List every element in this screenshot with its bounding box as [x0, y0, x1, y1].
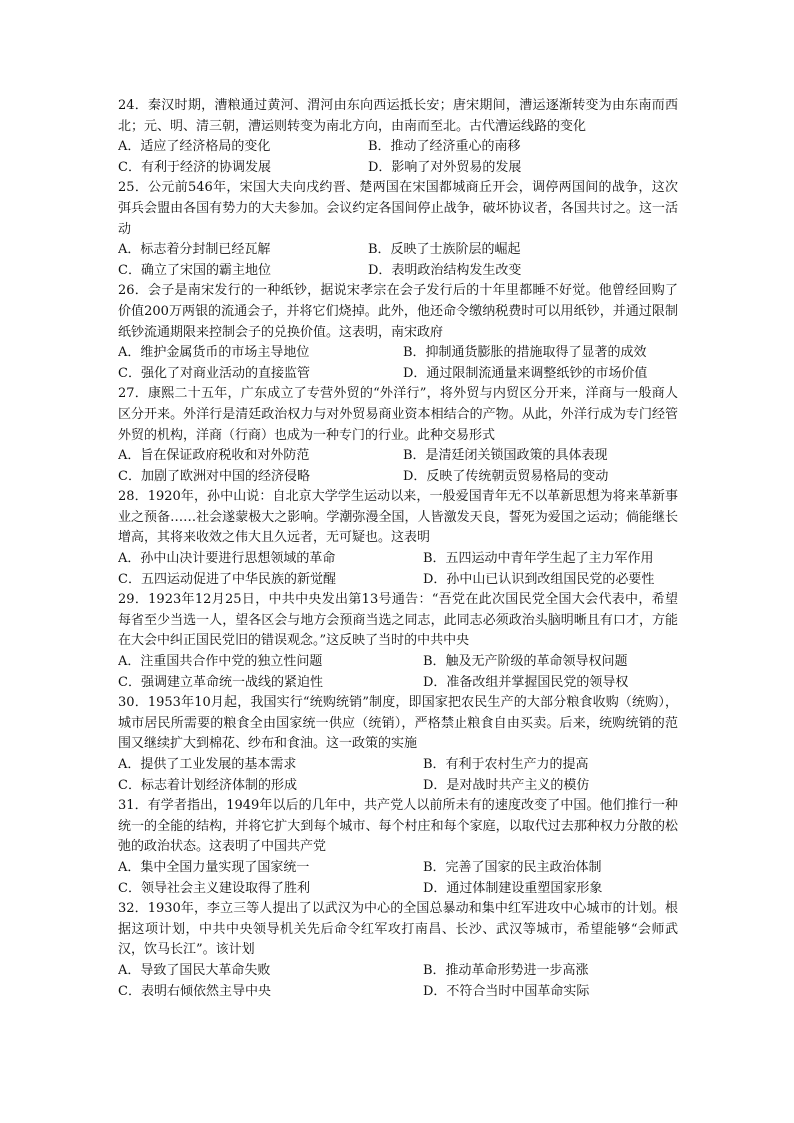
- option-c: C．强调建立革命统一战线的紧迫性: [118, 674, 323, 690]
- question-stem: 31．有学者指出，1949年以后的几年中，共产党人以前所未有的速度改变了中国。他们推行一种统一的全能的结构，并将它扩大到每个城市、每个村庄和每个家庭，以取代过去那种权力分散的松弛的政治状态。这表明了中国共产党: [118, 798, 678, 855]
- options-row: [118, 158, 678, 179]
- option-a: A．适应了经济格局的变化: [118, 139, 271, 155]
- question-stem: 25．公元前546年，宋国大夫向戌约晋、楚两国在宋国都城商丘开会，调停两国间的战争，这次弭兵会盟由各国有势力的大夫参加。会议约定各国间停止战争，破坏协议者，各国共讨之。这一活动: [118, 180, 678, 237]
- option-c: C．领导社会主义建设取得了胜利: [118, 880, 310, 896]
- option-c: C．标志着计划经济体制的形成: [118, 777, 297, 793]
- option-d: D．表明政治结构发生改变: [368, 262, 522, 278]
- option-b: B．触及无产阶级的革命领导权问题: [423, 654, 628, 670]
- options-row: [118, 879, 678, 900]
- option-d: D．反映了传统朝贡贸易格局的变动: [403, 468, 609, 484]
- question-29: [118, 590, 678, 693]
- option-a: A．提供了工业发展的基本需求: [118, 757, 297, 772]
- options-row: [118, 343, 678, 364]
- option-a: A．集中全国力量实现了国家统一: [118, 859, 310, 875]
- options-row: [118, 467, 678, 488]
- question-stem: 28．1920年，孙中山说：自北京大学学生运动以来，一般爱国青年无不以革新思想为将来革新事业之预备……社会遂蒙极大之影响。学潮弥漫全国，人皆激发天良，誓死为爱国之运动；倘能继长增高，其将来收效之伟大且久远者，无可疑也。这表明: [118, 489, 678, 546]
- option-d: D．孙中山已认识到改组国民党的必要性: [423, 571, 655, 587]
- option-c: C．有利于经济的协调发展: [118, 159, 271, 175]
- option-b: B．推动革命形势进一步高涨: [423, 962, 589, 978]
- question-25: [118, 178, 678, 281]
- option-b: B．抑制通货膨胀的措施取得了显著的成效: [403, 345, 647, 361]
- option-b: B．是清廷闭关锁国政策的具体表现: [403, 448, 608, 464]
- options-row: [118, 652, 678, 673]
- question-stem: 24．秦汉时期，漕粮通过黄河、渭河由东向西运抵长安；唐宋期间，漕运逐渐转变为由东南而西北；元、明、清三朝，漕运则转变为南北方向，由南而至北。古代漕运线路的变化: [118, 98, 678, 134]
- question-stem: 29．1923年12月25日，中共中央发出第13号通告：“吾党在此次国民党全国大会代表中，希望每省至少当选一人，望各区会与地方会预商当选之同志，此同志必须政治头脑明晰且有口才，方能在大会中纠正国民党旧的错误观念。”这反映了当时的中共中央: [118, 592, 678, 649]
- option-b: B．推动了经济重心的南移: [368, 139, 521, 155]
- option-d: D．准备改组并掌握国民党的领导权: [423, 674, 629, 690]
- question-27: [118, 384, 678, 487]
- options-row: [118, 364, 678, 385]
- option-c: C．确立了宋国的霸主地位: [118, 262, 271, 278]
- options-row: [118, 776, 678, 797]
- question-31: [118, 796, 678, 899]
- options-row: [118, 137, 678, 158]
- options-row: [118, 240, 678, 261]
- options-row: [118, 858, 678, 879]
- option-a: A．维护金属货币的市场主导地位: [118, 345, 310, 361]
- option-c: C．加剧了欧洲对中国的经济侵略: [118, 468, 310, 484]
- option-d: D．影响了对外贸易的发展: [368, 159, 522, 175]
- question-24: [118, 96, 678, 178]
- options-row: [118, 755, 678, 776]
- option-a: A．旨在保证政府税收和对外防范: [118, 448, 310, 464]
- question-30: [118, 693, 678, 796]
- option-a: A．导致了国民大革命失败: [118, 962, 271, 978]
- options-row: [118, 673, 678, 694]
- option-d: D．是对战时共产主义的模仿: [423, 777, 590, 793]
- option-c: C．五四运动促进了中华民族的新觉醒: [118, 571, 336, 587]
- options-row: [118, 446, 678, 467]
- option-b: B．五四运动中青年学生起了主力军作用: [423, 551, 654, 567]
- question-stem: 27．康熙二十五年，广东成立了专营外贸的“外洋行”，将外贸与内贸区分开来，洋商与一般商人区分开来。外洋行是清廷政治权力与对外贸易商业资本相结合的产物。从此，外洋行成为专门经管外贸的机构，洋商（行商）也成为一种专门的行业。此种交易形式: [118, 386, 678, 443]
- question-32: [118, 899, 678, 1002]
- question-stem: 26．会子是南宋发行的一种纸钞，据说宋孝宗在会子发行后的十年里都睡不好觉。他曾经回购了价值200万两银的流通会子，并将它们烧掉。此外，他还命令缴纳税费时可以用纸钞，并通过限制纸钞流通期限来控制会子的兑换价值。这表明，南宋政府: [118, 283, 678, 340]
- question-28: [118, 487, 678, 590]
- option-d: D．不符合当时中国革命实际: [423, 983, 590, 999]
- question-26: [118, 281, 678, 384]
- option-a: A．注重国共合作中党的独立性问题: [118, 654, 323, 670]
- options-row: [118, 570, 678, 591]
- exam-page: [118, 96, 678, 1002]
- options-row: [118, 549, 678, 570]
- options-row: [118, 961, 678, 982]
- option-a: A．标志着分封制已经瓦解: [118, 242, 271, 258]
- options-row: [118, 982, 678, 1003]
- option-c: C．强化了对商业活动的直接监管: [118, 365, 310, 381]
- options-row: [118, 261, 678, 282]
- option-d: D．通过限制流通量来调整纸钞的市场价值: [403, 365, 648, 381]
- option-c: C．表明右倾依然主导中央: [118, 983, 271, 999]
- option-b: B．反映了士族阶层的崛起: [368, 242, 521, 258]
- question-stem: 30．1953年10月起，我国实行“统购统销”制度，即国家把农民生产的大部分粮食收购（统购），城市居民所需要的粮食全由国家统一供应（统销），严格禁止粮食自由买卖。后来，统购统销的范围又继续扩大到棉花、纱布和食油。这一政策的实施: [118, 695, 678, 752]
- question-stem: 32．1930年，李立三等人提出了以武汉为中心的全国总暴动和集中红军进攻中心城市的计划。根据这项计划，中共中央领导机关先后命令红军攻打南昌、长沙、武汉等城市，希望能够“会师武汉，饮马长江”。该计划: [118, 901, 678, 958]
- option-b: B．有利于农村生产力的提高: [423, 757, 589, 772]
- option-b: B．完善了国家的民主政治体制: [423, 859, 602, 875]
- option-d: D．通过体制建设重塑国家形象: [423, 880, 603, 896]
- option-a: A．孙中山决计要进行思想领域的革命: [118, 551, 336, 567]
